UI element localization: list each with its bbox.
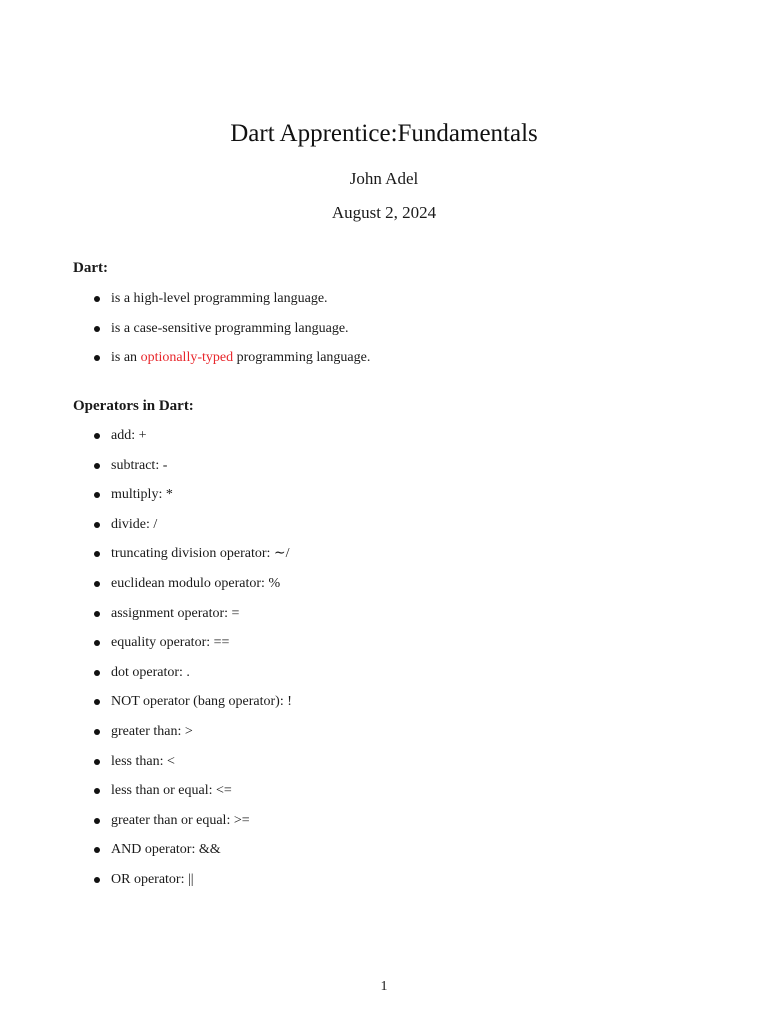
list-item	[0, 456, 768, 486]
list-item-text: less than or equal: <=	[111, 783, 232, 799]
list-item-text: equality operator: ==	[111, 635, 230, 651]
bullet-icon	[94, 522, 100, 528]
list-item	[0, 348, 768, 378]
list-item-text: less than: <	[111, 753, 175, 769]
list-item-text: AND operator: &&	[111, 842, 221, 858]
list-item	[0, 319, 768, 349]
optionally-typed-highlight: optionally-typed	[140, 350, 234, 366]
list-item	[0, 515, 768, 545]
list-item	[0, 663, 768, 693]
list-item	[0, 752, 768, 782]
list-item	[0, 485, 768, 515]
list-item-text: divide: /	[111, 516, 158, 532]
list-item	[0, 633, 768, 663]
bullet-icon	[94, 729, 100, 735]
document-author: John Adel	[349, 169, 419, 188]
dart-properties-list	[0, 289, 768, 378]
list-item-text: multiply: *	[111, 487, 173, 503]
list-item-text: OR operator: ||	[111, 871, 194, 887]
list-item	[0, 781, 768, 811]
bullet-icon	[94, 296, 100, 302]
list-item	[0, 574, 768, 604]
bullet-icon	[94, 818, 100, 824]
bullet-icon	[94, 581, 100, 587]
list-item	[0, 870, 768, 900]
bullet-icon	[94, 699, 100, 705]
list-item-text: greater than or equal: >=	[111, 812, 250, 828]
bullet-icon	[94, 847, 100, 853]
bullet-icon	[94, 611, 100, 617]
list-item	[0, 544, 768, 574]
bullet-icon	[94, 551, 100, 557]
list-item-text: is a case-sensitive programming language.	[111, 320, 349, 336]
list-item	[0, 604, 768, 634]
document-date: August 2, 2024	[331, 203, 437, 222]
bullet-icon	[94, 788, 100, 794]
list-item-text: is an optionally-typed programming language.	[111, 350, 371, 366]
document-title: Dart Apprentice:Fundamentals	[230, 120, 538, 147]
list-item-text: subtract: -	[111, 457, 168, 473]
list-item	[0, 426, 768, 456]
page-number: 1	[380, 979, 388, 994]
bullet-icon	[94, 877, 100, 883]
list-item	[0, 840, 768, 870]
list-item-text: truncating division operator: ∼/	[111, 546, 290, 562]
list-item	[0, 722, 768, 752]
bullet-icon	[94, 326, 100, 332]
bullet-icon	[94, 640, 100, 646]
list-item	[0, 811, 768, 841]
bullet-icon	[94, 355, 100, 361]
bullet-icon	[94, 759, 100, 765]
section-heading-dart: Dart:	[73, 260, 108, 276]
list-item-text: is a high-level programming language.	[111, 291, 328, 306]
list-item-text: assignment operator: =	[111, 605, 240, 621]
bullet-icon	[94, 433, 100, 439]
list-item	[0, 289, 768, 319]
bullet-icon	[94, 492, 100, 498]
list-item	[0, 692, 768, 722]
list-item-text: NOT operator (bang operator): !	[111, 694, 292, 710]
list-item-text: euclidean modulo operator: %	[111, 575, 281, 591]
list-item-text: dot operator: .	[111, 664, 190, 680]
list-item-text: add: +	[111, 428, 147, 443]
list-item-text: greater than: >	[111, 723, 193, 739]
operators-list	[0, 426, 768, 900]
section-heading-operators: Operators in Dart:	[73, 398, 194, 414]
bullet-icon	[94, 463, 100, 469]
bullet-icon	[94, 670, 100, 676]
